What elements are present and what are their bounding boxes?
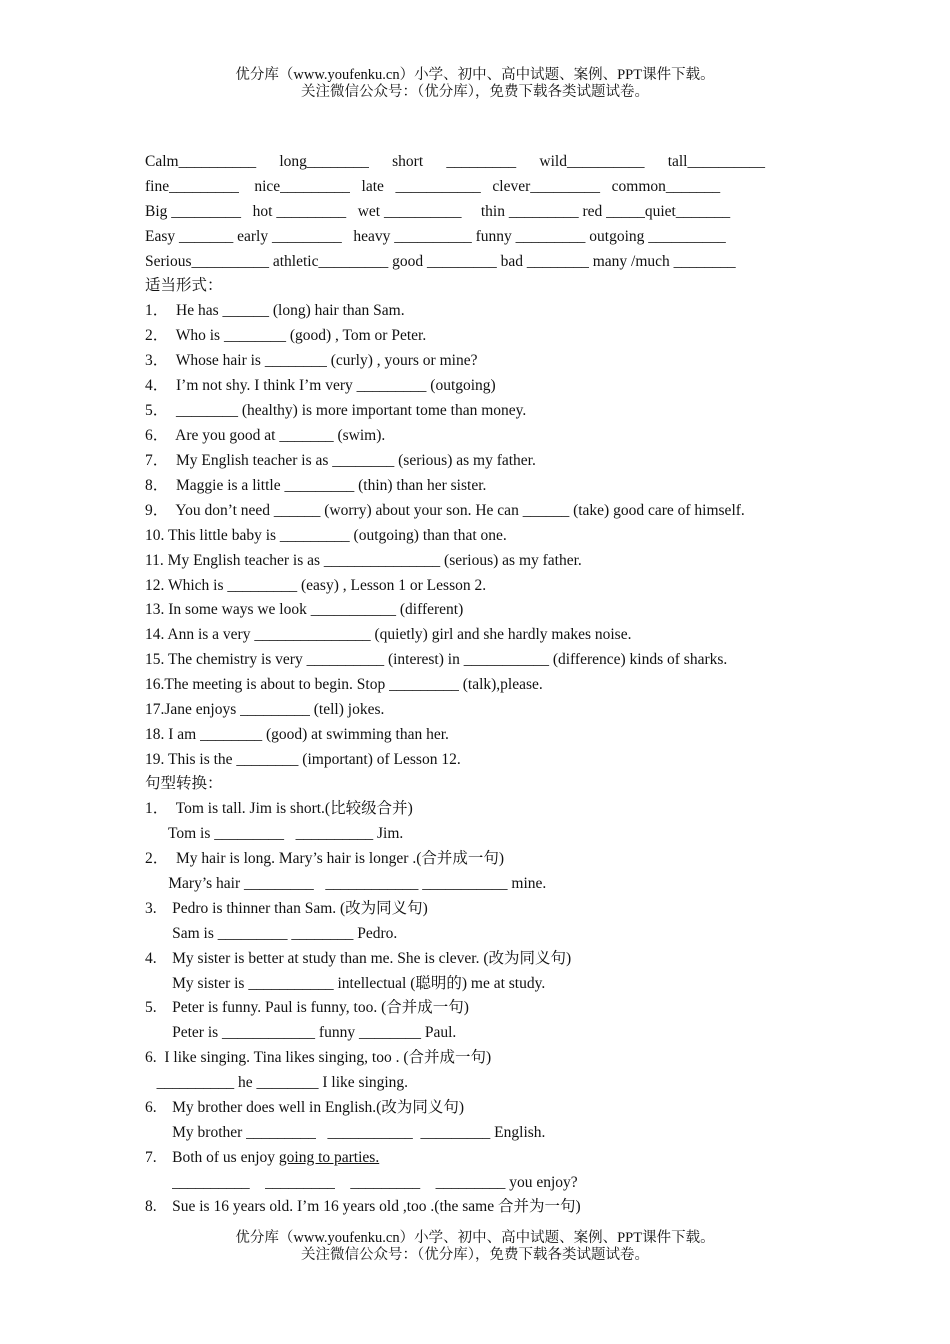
exercise-item: 12. Which is _________ (easy) , Lesson 1 or Lesson 2. <box>145 577 487 594</box>
transform-item-7 <box>145 1148 379 1168</box>
word-line: Big _________ hot _________ wet __________ thin _________ red _____quiet_______ <box>145 203 731 220</box>
transform-line: Sam is _________ ________ Pedro. <box>145 925 398 942</box>
transform-line: My brother _________ ___________ _________ English. <box>145 1124 546 1141</box>
exercise-item: 2． Who is ________ (good) , Tom or Peter. <box>145 327 427 344</box>
transform-line: __________ _________ _________ _________ you enjoy? <box>145 1174 578 1191</box>
item7-prefix: 7. Both of us enjoy <box>145 1149 279 1166</box>
exercise-item: 17.Jane enjoys _________ (tell) jokes. <box>145 701 385 718</box>
transform-line: Mary’s hair _________ ____________ ___________ mine. <box>145 875 547 892</box>
header-line-1: 优分库（www.youfenku.cn）小学、初中、高中试题、案例、PPT课件下载。 <box>235 67 715 83</box>
exercise-item: 11. My English teacher is as _______________ (serious) as my father. <box>145 552 582 569</box>
transform-line: Tom is _________ __________ Jim. <box>145 825 404 842</box>
transform-line: 6. My brother does well in English.(改为同义句) <box>145 1099 465 1116</box>
word-line: fine_________ nice_________ late ___________ clever_________ common_______ <box>145 178 721 195</box>
word-line: Serious__________ athletic_________ good _________ bad ________ many /much ________ <box>145 253 736 270</box>
page-footer <box>0 1230 950 1264</box>
exercise-item: 7． My English teacher is as ________ (serious) as my father. <box>145 452 536 469</box>
transform-line: 1． Tom is tall. Jim is short.(比较级合并) <box>145 800 413 817</box>
exercise-item: 14. Ann is a very _______________ (quietly) girl and she hardly makes noise. <box>145 626 632 643</box>
exercise-item: 3． Whose hair is ________ (curly) , yours or mine? <box>145 352 478 369</box>
item7-underlined-phrase: going to parties. <box>278 1149 380 1166</box>
exercise-item: 1． He has ______ (long) hair than Sam. <box>145 302 405 319</box>
transform-line: 2． My hair is long. Mary’s hair is longer .(合并成一句) <box>145 850 505 867</box>
footer-line-1: 优分库（www.youfenku.cn）小学、初中、高中试题、案例、PPT课件下载。 <box>235 1230 715 1246</box>
exercise-item: 10. This little baby is _________ (outgoing) than that one. <box>145 527 507 544</box>
exercise-item: 15. The chemistry is very __________ (interest) in ___________ (difference) kinds of sharks. <box>145 651 728 668</box>
exercise-item: 13. In some ways we look ___________ (different) <box>145 601 464 618</box>
page-header <box>0 67 950 101</box>
exercise-item: 19. This is the ________ (important) of Lesson 12. <box>145 751 461 768</box>
word-line: Calm__________ long________ short _________ wild__________ tall__________ <box>145 153 765 170</box>
exercise-item: 16.The meeting is about to begin. Stop _________ (talk),please. <box>145 676 543 693</box>
transform-line: Peter is ____________ funny ________ Paul. <box>145 1024 457 1041</box>
footer-line-2: 关注微信公众号：（优分库），免费下载各类试题试卷。 <box>301 1247 649 1263</box>
exercise-item: 5． ________ (healthy) is more important tome than money. <box>145 402 527 419</box>
transform-line: __________ he ________ I like singing. <box>145 1074 409 1091</box>
word-line: Easy _______ early _________ heavy __________ funny _________ outgoing __________ <box>145 228 726 245</box>
header-line-2: 关注微信公众号：（优分库），免费下载各类试题试卷。 <box>301 84 649 100</box>
transform-line: 4. My sister is better at study than me. She is clever. (改为同义句) <box>145 950 572 967</box>
transform-line: 3. Pedro is thinner than Sam. (改为同义句) <box>145 900 428 917</box>
section-title-forms: 适当形式： <box>145 277 223 294</box>
section-title-transform: 句型转换： <box>145 775 223 792</box>
exercise-item: 6． Are you good at _______ (swim). <box>145 427 386 444</box>
exercise-item: 9． You don’t need ______ (worry) about your son. He can ______ (take) good care of himself. <box>145 502 745 519</box>
transform-line: 5. Peter is funny. Paul is funny, too. (合并成一句) <box>145 999 469 1016</box>
exercise-item: 8． Maggie is a little _________ (thin) than her sister. <box>145 477 487 494</box>
transform-line: 6. I like singing. Tina likes singing, too . (合并成一句) <box>145 1049 492 1066</box>
transform-line: My sister is ___________ intellectual (聪明的) me at study. <box>145 975 546 992</box>
transform-item-8: 8. Sue is 16 years old. I’m 16 years old ,too .(the same 合并为一句) <box>145 1198 581 1215</box>
exercise-item: 4． I’m not shy. I think I’m very _________ (outgoing) <box>145 377 496 394</box>
exercise-item: 18. I am ________ (good) at swimming than her. <box>145 726 449 743</box>
